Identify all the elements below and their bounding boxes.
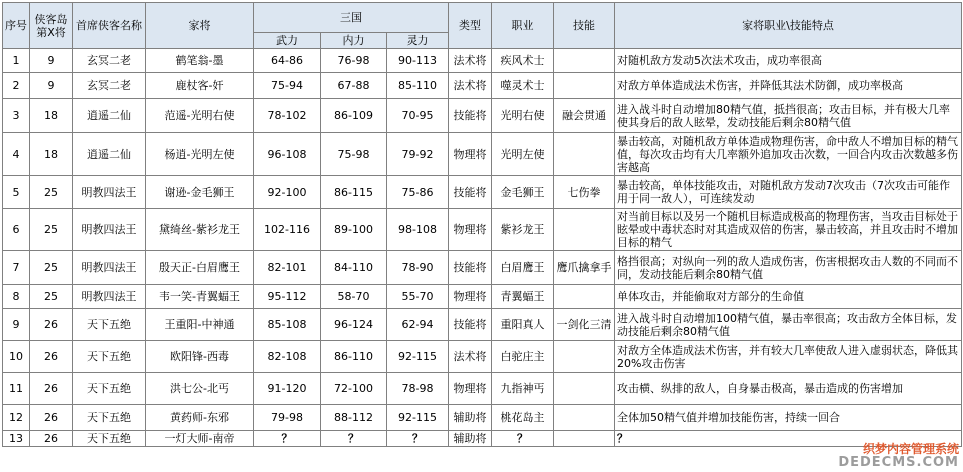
header-skill[interactable]: 技能 (554, 3, 615, 49)
cell-general[interactable]: 鹿杖客-奸 (146, 73, 254, 99)
cell-type[interactable]: 技能将 (449, 99, 492, 133)
cell-general[interactable]: 黛绮丝-紫衫龙王 (146, 209, 254, 251)
cell-skill[interactable]: 鹰爪擒拿手 (554, 251, 615, 285)
cell-no[interactable]: 8 (3, 285, 30, 309)
cell-job[interactable]: 紫衫龙王 (492, 209, 554, 251)
cell-feature[interactable]: 进入战斗时自动增加80精气值，抵挡很高；攻击目标，并有极大几率使其身后的敌人眩晕，发动技能后剩余80精气值 (615, 99, 962, 133)
cell-island[interactable]: 18 (30, 133, 73, 176)
cell-title[interactable]: 明教四法王 (73, 251, 146, 285)
cell-job[interactable]: 光明右使 (492, 99, 554, 133)
cell-island[interactable]: 25 (30, 176, 73, 209)
cell-type[interactable]: 物理将 (449, 133, 492, 176)
cell-skill[interactable] (554, 209, 615, 251)
cell-general[interactable]: 欧阳锋-西毒 (146, 341, 254, 373)
cell-skill[interactable] (554, 49, 615, 73)
cell-force[interactable]: 92-100 (254, 176, 321, 209)
cell-general[interactable]: 黄药师-东邪 (146, 405, 254, 431)
cell-title[interactable]: 明教四法王 (73, 209, 146, 251)
cell-force[interactable]: 82-108 (254, 341, 321, 373)
cell-island[interactable]: 9 (30, 73, 73, 99)
cell-skill[interactable] (554, 73, 615, 99)
cell-no[interactable]: 10 (3, 341, 30, 373)
table-row (3, 99, 962, 133)
header-spirit[interactable]: 灵力 (387, 33, 449, 49)
cell-intellect[interactable]: ？ (321, 431, 387, 447)
cell-skill[interactable] (554, 431, 615, 447)
cell-title[interactable]: 天下五绝 (73, 341, 146, 373)
header-no[interactable]: 序号 (3, 3, 30, 49)
cell-type[interactable]: 辅助将 (449, 431, 492, 447)
cell-skill[interactable] (554, 405, 615, 431)
cell-force[interactable]: 85-108 (254, 309, 321, 341)
cell-intellect[interactable]: 86-115 (321, 176, 387, 209)
cell-island[interactable]: 25 (30, 251, 73, 285)
table-row (3, 133, 962, 176)
cell-intellect[interactable]: 88-112 (321, 405, 387, 431)
header-feature[interactable]: 家将职业\技能特点 (615, 3, 962, 49)
header-general[interactable]: 家将 (146, 3, 254, 49)
cell-feature[interactable]: 对随机敌方发动5次法术攻击，成功率很高 (615, 49, 962, 73)
cell-spirit[interactable]: 62-94 (387, 309, 449, 341)
table-row (3, 73, 962, 99)
watermark-line1: 织梦内容管理系统 (862, 442, 959, 456)
cell-skill[interactable] (554, 341, 615, 373)
cell-spirit[interactable]: 70-95 (387, 99, 449, 133)
cell-skill[interactable] (554, 133, 615, 176)
table-row (3, 341, 962, 373)
header-force[interactable]: 武力 (254, 33, 321, 49)
cell-type[interactable]: 技能将 (449, 309, 492, 341)
cell-intellect[interactable]: 76-98 (321, 49, 387, 73)
header-intellect[interactable]: 内力 (321, 33, 387, 49)
cell-skill[interactable]: 融会贯通 (554, 99, 615, 133)
cell-general[interactable]: 韦一笑-青翼蝠王 (146, 285, 254, 309)
cell-title[interactable]: 明教四法王 (73, 176, 146, 209)
cell-no[interactable]: 7 (3, 251, 30, 285)
cell-intellect[interactable]: 67-88 (321, 73, 387, 99)
cell-general[interactable]: 洪七公-北丐 (146, 373, 254, 405)
table-body (3, 49, 962, 447)
cell-general[interactable]: 一灯大师-南帝 (146, 431, 254, 447)
cell-spirit[interactable]: 98-108 (387, 209, 449, 251)
cell-general[interactable]: 王重阳-中神通 (146, 309, 254, 341)
cell-island[interactable]: 25 (30, 209, 73, 251)
cell-spirit[interactable]: 85-110 (387, 73, 449, 99)
cell-island[interactable]: 26 (30, 405, 73, 431)
table-row (3, 309, 962, 341)
cell-skill[interactable]: 七伤拳 (554, 176, 615, 209)
cell-title[interactable]: 天下五绝 (73, 373, 146, 405)
cell-no[interactable]: 11 (3, 373, 30, 405)
cell-feature[interactable]: 暴击较高，单体技能攻击，对随机敌方发动7次攻击（7次攻击可能作用于同一敌人），可连续发动 (615, 176, 962, 209)
cell-title[interactable]: 天下五绝 (73, 431, 146, 447)
cell-intellect[interactable]: 58-70 (321, 285, 387, 309)
cell-title[interactable]: 玄冥二老 (73, 73, 146, 99)
cell-feature[interactable]: 攻击横、纵排的敌人，自身暴击极高，暴击造成的伤害增加 (615, 373, 962, 405)
cell-spirit[interactable]: 78-90 (387, 251, 449, 285)
watermark-line2: DEDECMS.COM (838, 455, 959, 470)
cell-no[interactable]: 3 (3, 99, 30, 133)
cell-feature[interactable]: ？ (615, 431, 962, 447)
table-row (3, 405, 962, 431)
cell-job[interactable]: ？ (492, 431, 554, 447)
cell-spirit[interactable]: ？ (387, 431, 449, 447)
cell-force[interactable]: ？ (254, 431, 321, 447)
cell-type[interactable]: 辅助将 (449, 405, 492, 431)
cell-intellect[interactable]: 96-124 (321, 309, 387, 341)
cell-spirit[interactable]: 55-70 (387, 285, 449, 309)
cell-island[interactable]: 18 (30, 99, 73, 133)
cell-skill[interactable] (554, 373, 615, 405)
cell-title[interactable]: 玄冥二老 (73, 49, 146, 73)
cell-island[interactable]: 25 (30, 285, 73, 309)
cell-skill[interactable]: 一剑化三清 (554, 309, 615, 341)
cell-feature[interactable]: 格挡很高；对纵向一列的敌人造成伤害，伤害根据攻击人数的不同而不同，发动技能后剩余80精气值 (615, 251, 962, 285)
cell-force[interactable]: 64-86 (254, 49, 321, 73)
header-sanguo[interactable]: 三国 (254, 3, 449, 33)
cell-title[interactable]: 天下五绝 (73, 309, 146, 341)
cell-force[interactable]: 91-120 (254, 373, 321, 405)
table-row (3, 176, 962, 209)
table-row (3, 209, 962, 251)
cell-job[interactable]: 疾风术士 (492, 49, 554, 73)
cell-spirit[interactable]: 79-92 (387, 133, 449, 176)
cell-force[interactable]: 96-108 (254, 133, 321, 176)
cell-force[interactable]: 75-94 (254, 73, 321, 99)
cell-type[interactable]: 法术将 (449, 49, 492, 73)
cell-no[interactable]: 9 (3, 309, 30, 341)
cell-skill[interactable] (554, 285, 615, 309)
cell-job[interactable]: 光明左使 (492, 133, 554, 176)
cell-job[interactable]: 青翼蝠王 (492, 285, 554, 309)
header-job[interactable]: 职业 (492, 3, 554, 49)
cell-type[interactable]: 技能将 (449, 251, 492, 285)
cell-title[interactable]: 天下五绝 (73, 405, 146, 431)
cell-feature[interactable]: 单体攻击，并能偷取对方部分的生命值 (615, 285, 962, 309)
cell-feature[interactable]: 暴击较高，对随机敌方单体造成物理伤害，命中敌人不增加目标的精气值，每次攻击均有大几率额外追加攻击次数，一回合内攻击次数越多伤害越高 (615, 133, 962, 176)
cell-spirit[interactable]: 92-115 (387, 405, 449, 431)
cell-force[interactable]: 78-102 (254, 99, 321, 133)
cell-feature[interactable]: 对敌方单体造成法术伤害，并降低其法术防御，成功率极高 (615, 73, 962, 99)
cell-intellect[interactable]: 75-98 (321, 133, 387, 176)
cell-type[interactable]: 法术将 (449, 73, 492, 99)
header-title[interactable]: 首席侠客名称 (73, 3, 146, 49)
cell-title[interactable]: 逍遥二仙 (73, 133, 146, 176)
cell-island[interactable]: 26 (30, 309, 73, 341)
cell-job[interactable]: 九指神丐 (492, 373, 554, 405)
cell-intellect[interactable]: 72-100 (321, 373, 387, 405)
cell-job[interactable]: 桃花岛主 (492, 405, 554, 431)
cell-feature[interactable]: 全体加50精气值并增加技能伤害，持续一回合 (615, 405, 962, 431)
cell-force[interactable]: 95-112 (254, 285, 321, 309)
cell-type[interactable]: 物理将 (449, 285, 492, 309)
header-island[interactable]: 侠客岛第X将 (30, 3, 73, 49)
cell-type[interactable]: 物理将 (449, 209, 492, 251)
cell-force[interactable]: 79-98 (254, 405, 321, 431)
cell-no[interactable]: 2 (3, 73, 30, 99)
cell-intellect[interactable]: 84-110 (321, 251, 387, 285)
cell-island[interactable]: 26 (30, 341, 73, 373)
cell-title[interactable]: 明教四法王 (73, 285, 146, 309)
cell-general[interactable]: 范遥-光明右使 (146, 99, 254, 133)
cell-type[interactable]: 技能将 (449, 176, 492, 209)
cell-no[interactable]: 6 (3, 209, 30, 251)
cell-general[interactable]: 殷天正-白眉鹰王 (146, 251, 254, 285)
cell-job[interactable]: 噬灵术士 (492, 73, 554, 99)
cell-intellect[interactable]: 86-109 (321, 99, 387, 133)
cell-feature[interactable]: 对敌方全体造成法术伤害，并有较大几率使敌人进入虚弱状态，降低其20%攻击伤害 (615, 341, 962, 373)
cell-intellect[interactable]: 86-110 (321, 341, 387, 373)
header-type[interactable]: 类型 (449, 3, 492, 49)
cell-job[interactable]: 白眉鹰王 (492, 251, 554, 285)
cell-no[interactable]: 1 (3, 49, 30, 73)
table-row (3, 285, 962, 309)
cell-general[interactable]: 杨逍-光明左使 (146, 133, 254, 176)
cell-island[interactable]: 26 (30, 373, 73, 405)
cell-spirit[interactable]: 92-115 (387, 341, 449, 373)
cell-general[interactable]: 鹤笔翁-墨 (146, 49, 254, 73)
cell-feature[interactable]: 对当前目标以及另一个随机目标造成极高的物理伤害，当攻击目标处于眩晕或中毒状态时对其造成双倍的伤害，暴击较高，并且攻击时不增加目标的精气 (615, 209, 962, 251)
cell-intellect[interactable]: 89-100 (321, 209, 387, 251)
cell-job[interactable]: 白驼庄主 (492, 341, 554, 373)
cell-title[interactable]: 逍遥二仙 (73, 99, 146, 133)
cell-no[interactable]: 5 (3, 176, 30, 209)
cell-island[interactable]: 26 (30, 431, 73, 447)
cell-type[interactable]: 物理将 (449, 373, 492, 405)
cell-spirit[interactable]: 75-86 (387, 176, 449, 209)
cell-type[interactable]: 法术将 (449, 341, 492, 373)
cell-no[interactable]: 13 (3, 431, 30, 447)
cell-feature[interactable]: 进入战斗时自动增加100精气值，暴击率很高；攻击敌方全体目标，发动技能后剩余80精气值 (615, 309, 962, 341)
table-row (3, 49, 962, 73)
cell-spirit[interactable]: 78-98 (387, 373, 449, 405)
cell-job[interactable]: 金毛狮王 (492, 176, 554, 209)
table-row (3, 373, 962, 405)
cell-no[interactable]: 4 (3, 133, 30, 176)
table-row (3, 251, 962, 285)
cell-job[interactable]: 重阳真人 (492, 309, 554, 341)
cell-island[interactable]: 9 (30, 49, 73, 73)
watermark (838, 443, 959, 470)
cell-spirit[interactable]: 90-113 (387, 49, 449, 73)
spreadsheet-table (2, 2, 962, 447)
cell-force[interactable]: 82-101 (254, 251, 321, 285)
cell-no[interactable]: 12 (3, 405, 30, 431)
table-row (3, 431, 962, 447)
cell-force[interactable]: 102-116 (254, 209, 321, 251)
cell-general[interactable]: 谢逊-金毛狮王 (146, 176, 254, 209)
